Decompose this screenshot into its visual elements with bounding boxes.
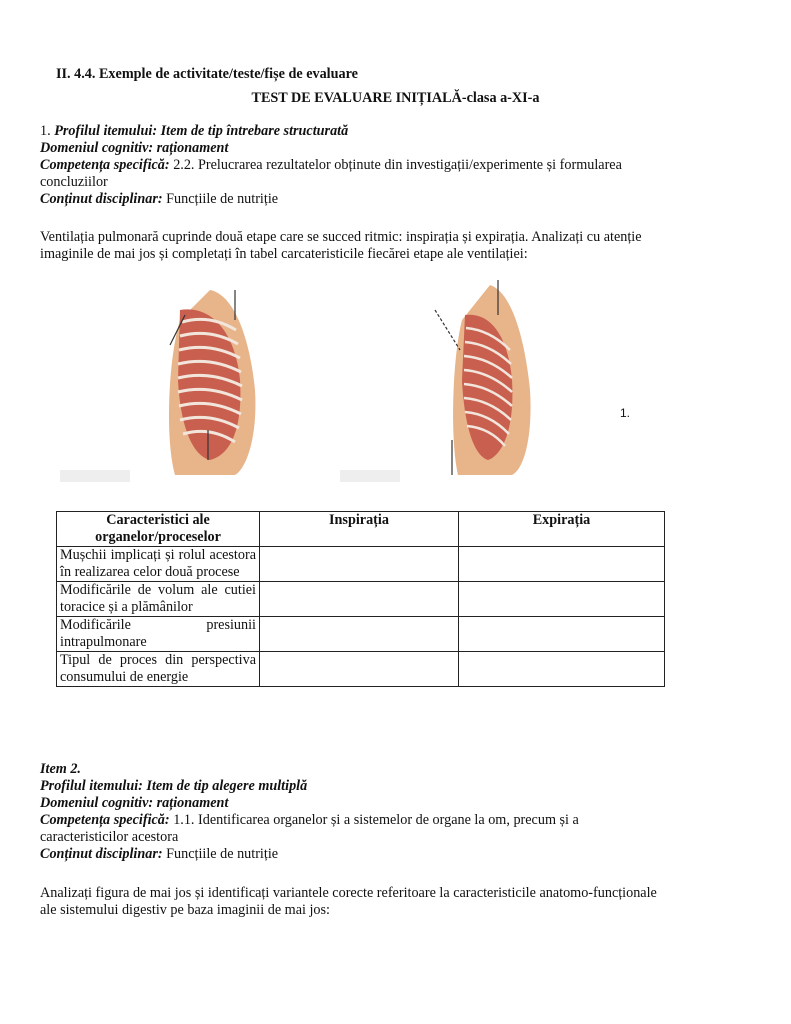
table-cell-inspiration[interactable] [260,617,459,652]
test-title: TEST DE EVALUARE INIȚIALĂ-clasa a-XI-a [251,90,540,106]
table-cell-expiration[interactable] [458,582,664,617]
table-row [57,617,665,652]
item2-competence [40,812,579,829]
table-header-characteristics: Caracteristici ale organelor/proceselor [57,512,260,547]
item1-competence [40,157,622,174]
ventilation-table [56,511,665,687]
table-row-label: Mușchii implicați și rolul acestora în realizarea celor două procese [57,547,260,582]
table-cell-inspiration[interactable] [260,547,459,582]
item2-content-label: Conținut disciplinar: [40,846,163,862]
item1-content-label: Conținut disciplinar: [40,191,163,207]
item1-intro-line2: imaginile de mai jos și completați în tabel carcateristicile fiecărei etape ale ventilației: [40,246,528,262]
table-row [57,652,665,687]
item1-content-value: Funcțiile de nutriție [166,191,279,207]
table-cell-expiration[interactable] [458,547,664,582]
item2-competence-label: Competența specifică: [40,812,170,828]
item2-competence-cont: caracteristicilor acestora [40,829,179,845]
table-cell-expiration[interactable] [458,617,664,652]
item2-intro-line1: Analizați figura de mai jos și identificați variantele corecte referitoare la caracteristicile anatomo-funcționale [40,885,657,901]
table-row-label: Tipul de proces din perspectiva consumului de energie [57,652,260,687]
item1-profile-label: Profilul itemului: [54,123,158,139]
table-header-row [57,512,665,547]
item1-competence-label: Competența specifică: [40,157,170,173]
item2-profile: Profilul itemului: Item de tip alegere multiplă [40,778,308,794]
section-heading: II. 4.4. Exemple de activitate/teste/fișe de evaluare [56,66,358,82]
table-cell-inspiration[interactable] [260,652,459,687]
item1-content [40,191,278,208]
item2-title: Item 2. [40,761,81,777]
thorax-inspiration-figure [60,270,290,490]
item1-intro-line1: Ventilația pulmonară cuprinde două etape care se succed ritmic: inspirația și expirația. Analizați cu atenție [40,229,642,245]
item1-profile [40,123,348,140]
item1-competence-cont: concluziilor [40,174,108,190]
item1-profile-value: Item de tip întrebare structurată [160,123,349,139]
table-row [57,547,665,582]
item1-domain: Domeniul cognitiv: raționament [40,140,229,156]
item2-content [40,846,278,863]
table-cell-inspiration[interactable] [260,582,459,617]
table-header-expiration: Expirația [458,512,664,547]
item1-competence-text: 2.2. Prelucrarea rezultatelor obținute din investigații/experimente și formularea [173,157,622,173]
table-row [57,582,665,617]
item1-number: 1. [40,123,51,139]
table-header-inspiration: Inspirația [260,512,459,547]
item2-domain: Domeniul cognitiv: raționament [40,795,229,811]
table-row-label: Modificările presiunii intrapulmonare [57,617,260,652]
item2-competence-text: 1.1. Identificarea organelor și a sistemelor de organe la om, precum și a [173,812,579,828]
item2-intro-line2: ale sistemului digestiv pe baza imaginii de mai jos: [40,902,330,918]
table-cell-expiration[interactable] [458,652,664,687]
figure-marker: 1. [620,406,631,420]
thorax-expiration-figure [340,270,570,490]
item2-content-value: Funcțiile de nutriție [166,846,279,862]
table-row-label: Modificările de volum ale cutiei toracice și a plămânilor [57,582,260,617]
